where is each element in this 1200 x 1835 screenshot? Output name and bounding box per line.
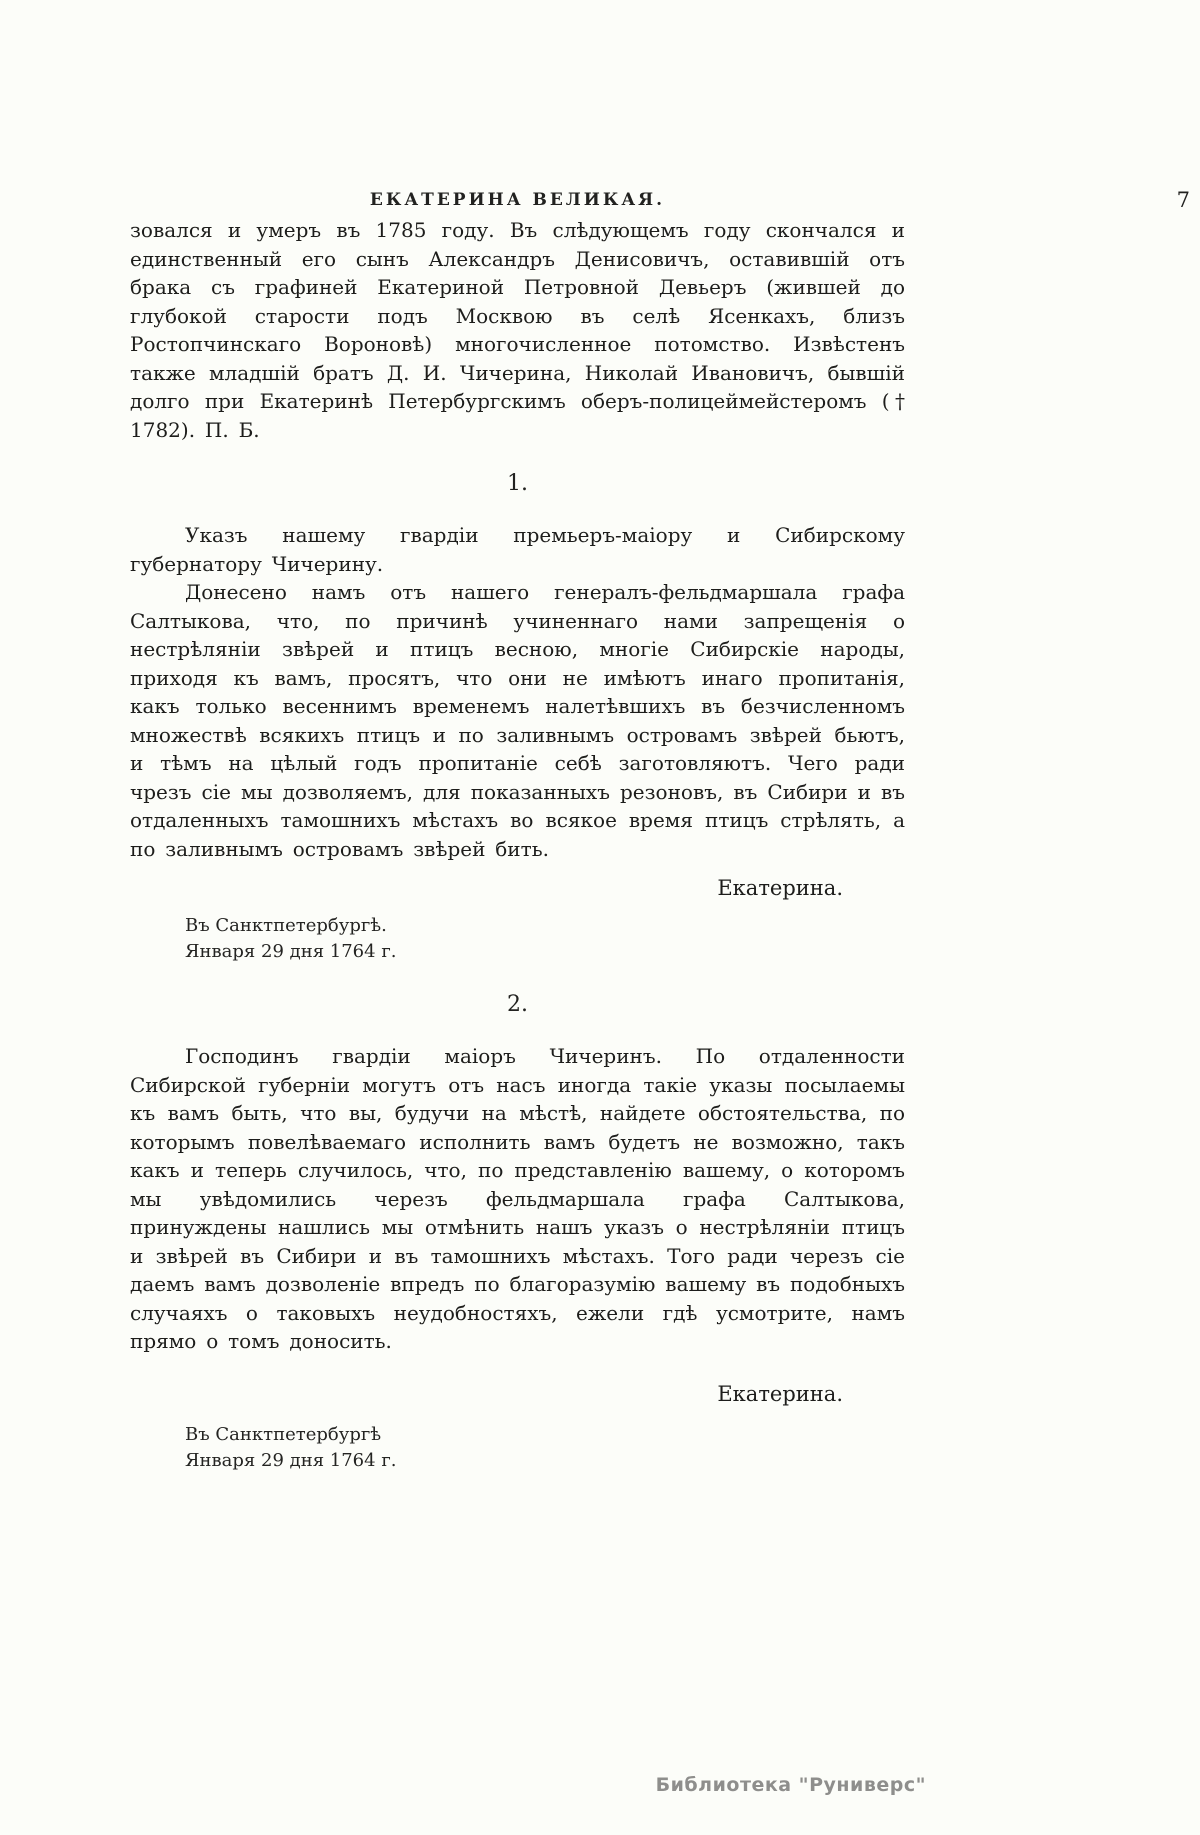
section-1-dateline-date: Января 29 дня 1764 г. [185,941,397,962]
section-1-paragraph-address: Указъ нашему гвардіи премьеръ-маіору и Сибирскому губернатору Чичерину. [130,523,905,576]
section-2-signature: Екатерина. [717,1381,843,1406]
section-1-dateline [185,913,905,965]
section-1-signature: Екатерина. [717,876,843,900]
section-2-paragraph-body: Господинъ гвардіи маіоръ Чичеринъ. По отдаленности Сибирской губерніи могутъ отъ насъ иногда такіе указы посылаемы къ вамъ быть, что вы, будучи на мѣстѣ, найдете обстоятельства, по которымъ повелѣваемаго исполнить вамъ будетъ не возможно, такъ какъ и теперь случилось, что, по представленію вашему, о которомъ мы увѣдомились черезъ фельдмаршала графа Салтыкова, принуждены нашлись мы отмѣнить нашъ указъ о нестрѣляніи птицъ и звѣрей въ Сибири и въ тамошнихъ мѣстахъ. Того ради черезъ сіе даемъ вамъ дозволеніе впредъ по благоразумію вашему въ подобныхъ случаяхъ о таковыхъ неудобностяхъ, ежели гдѣ усмотрите, намъ прямо о томъ доносить. [130,1044,905,1353]
page-header [130,0,905,216]
section-1-dateline-place: Въ Санктпетербургѣ. [185,915,387,936]
page-number: 7 [1176,188,1190,212]
running-title: ЕКАТЕРИНА ВЕЛИКАЯ. [369,190,666,210]
section-2-number: 2. [507,992,528,1017]
section-2-dateline-place: Въ Санктпетербургѣ [185,1423,382,1445]
library-watermark: Библиотека "Руниверс" [655,1774,926,1796]
intro-paragraph: зовался и умеръ въ 1785 году. Въ слѣдующемъ году скончался и единственный его сынъ Александръ Денисовичъ, оставившій отъ брака съ графиней Екатериной Петровной Девьеръ (жившей до глубокой старости подъ Москвою въ селѣ Ясенкахъ, близъ Ростопчинскаго Вороновѣ) многочисленное потомство. Извѣстенъ также младшій братъ Д. И. Чичерина, Николай Ивановичъ, бывшій долго при Екатеринѣ Петербургскимъ оберъ-полицеймейстеромъ († 1782). П. Б. [130,218,905,442]
section-1-number: 1. [507,471,528,496]
section-2-dateline [185,1422,905,1474]
section-1-paragraph-body: Донесено намъ отъ нашего генералъ-фельдмаршала графа Салтыкова, что, по причинѣ учиненнаго нами запрещенія о нестрѣляніи звѣрей и птицъ весною, многіе Сибирскіе народы, приходя къ вамъ, просятъ, что они не имѣютъ инаго пропитанія, какъ только весеннимъ временемъ налетѣвшихъ въ безчисленномъ множествѣ всякихъ птицъ и по заливнымъ островамъ звѣрей бьютъ, и тѣмъ на цѣлый годъ пропитаніе себѣ заготовляютъ. Чего ради чрезъ сіе мы дозволяемъ, для показанныхъ резоновъ, въ Сибири и въ отдаленныхъ тамошнихъ мѣстахъ во всякое время птицъ стрѣлять, а по заливнымъ островамъ звѣрей бить. [130,580,905,861]
section-2-dateline-date: Января 29 дня 1764 г. [185,1449,397,1471]
